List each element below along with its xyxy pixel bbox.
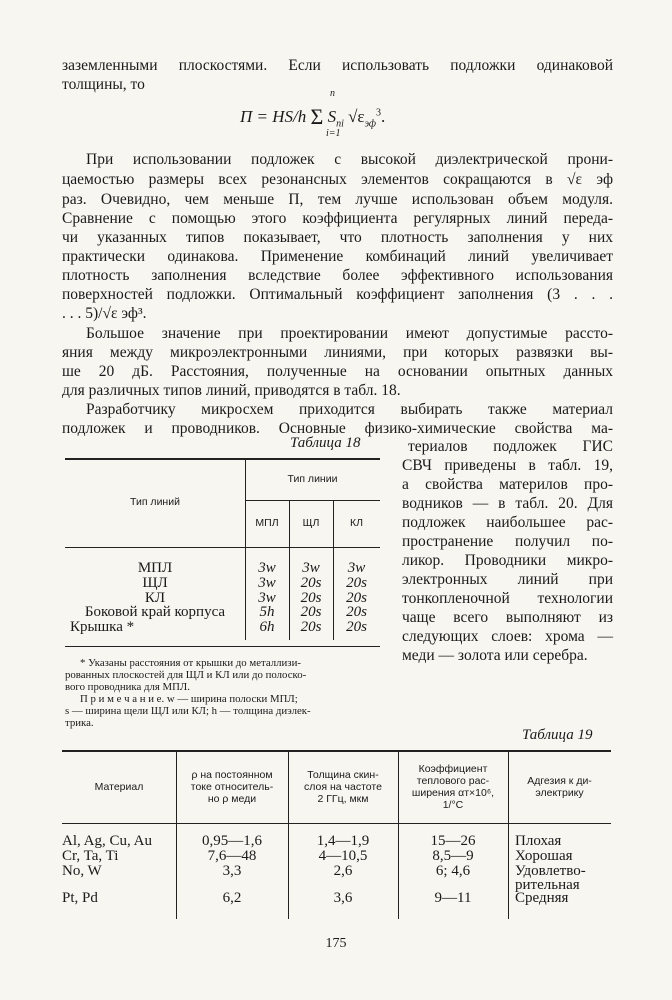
text-line: териалов подложек ГИС bbox=[408, 438, 613, 455]
text-line: поверхностей подложки. Оптимальный коэффициент заполнения (3 . . . bbox=[62, 286, 613, 303]
table-cell-material: Cr, Ta, Ti bbox=[62, 848, 119, 864]
table-cell: 0,95—1,6 bbox=[202, 833, 262, 849]
header-text: Адгезия к ди- bbox=[527, 775, 592, 787]
text-line: Большое значение при проектировании имеют допустимые рассто- bbox=[86, 325, 613, 342]
text-line: тонкопленочной технологии bbox=[402, 590, 613, 607]
table-caption: Таблица 18 bbox=[290, 435, 361, 451]
text-line: практически одинакова. Применение комбинаций линий увеличивает bbox=[62, 248, 613, 265]
table-cell: 9—11 bbox=[434, 890, 472, 906]
text-line: цаемостью размеры всех резонансных элементов сокращаются в √ε эф bbox=[62, 171, 613, 188]
table-caption: Таблица 19 bbox=[522, 727, 593, 743]
sum-lower-limit: i=1 bbox=[326, 128, 341, 139]
table-rule bbox=[65, 458, 380, 460]
footnote-line: s — ширина щели ЩЛ или КЛ; h — толщина диэлек- bbox=[65, 705, 311, 717]
table-cell-material: No, W bbox=[62, 863, 102, 879]
table-cell: 3,3 bbox=[222, 863, 242, 879]
table-cell: Удовлетво- bbox=[515, 863, 586, 879]
column-header: МПЛ bbox=[255, 517, 279, 529]
header-text: Толщина скин- bbox=[307, 769, 379, 781]
formula-dot: . bbox=[380, 107, 386, 126]
text-line: для различных типов линий, приводятся в табл. 18. bbox=[62, 382, 401, 399]
table-cell: 6; 4,6 bbox=[435, 863, 471, 879]
footnote-line: * Указаны расстояния от крышки до металлизи- bbox=[80, 657, 301, 669]
table-cell: рительная bbox=[515, 877, 580, 893]
page-number: 175 bbox=[325, 936, 347, 951]
table-row-label: МПЛ bbox=[137, 560, 173, 576]
column-header bbox=[288, 769, 398, 805]
column-header bbox=[508, 775, 611, 799]
column-header bbox=[398, 763, 508, 811]
text-line: . . . 5)/√ε эф³. bbox=[62, 305, 147, 322]
column-header: ЩЛ bbox=[302, 517, 320, 529]
text-line: заземленными плоскостями. Если использовать подложки одинаковой bbox=[62, 57, 613, 74]
sigma-symbol: Σ bbox=[310, 104, 324, 129]
column-header: КЛ bbox=[349, 517, 363, 529]
table-cell: 3w bbox=[347, 560, 366, 576]
table-cell: Хорошая bbox=[515, 848, 573, 864]
table-cell: 6,2 bbox=[222, 890, 242, 906]
table-rule bbox=[62, 750, 611, 752]
table-rule bbox=[65, 646, 380, 647]
text-line: яния между микроэлектронными линиями, при которых развязки вы- bbox=[62, 344, 613, 361]
table-cell: Плохая bbox=[515, 833, 562, 849]
table-cell: 3,6 bbox=[333, 890, 353, 906]
table-cell: 20s bbox=[300, 575, 322, 591]
footnote-line: П р и м е ч а н и е. w — ширина полоски МПЛ; bbox=[80, 693, 298, 705]
sum-upper-limit: n bbox=[330, 88, 335, 99]
column-header bbox=[176, 769, 288, 805]
text-line: раз. Очевидно, чем меньше П, тем лучше использован объем модуля. bbox=[62, 191, 613, 208]
table-cell: 3w bbox=[302, 560, 320, 576]
header-text: токе относитель- bbox=[190, 781, 274, 793]
table-row-label: Крышка * bbox=[70, 619, 135, 635]
text-line: а свойства материлов про- bbox=[402, 476, 613, 493]
footnote-line: рованных плоскостей для ЩЛ и КЛ или до полоско- bbox=[65, 669, 307, 681]
table-cell: 8,5—9 bbox=[432, 848, 474, 864]
formula-root-sup: 3 bbox=[375, 107, 381, 119]
text-line: электронных линий при bbox=[402, 571, 613, 588]
header-text: ширения αт×10⁶, bbox=[411, 787, 495, 799]
formula-root: √ε bbox=[348, 107, 365, 126]
table-row-label: Боковой край корпуса bbox=[84, 604, 226, 620]
text-line: водников — в табл. 20. Для bbox=[402, 495, 613, 512]
text-line: подложек и проводников. Основные физико-химические свойства ма- bbox=[62, 420, 613, 437]
text-line: СВЧ приведены в табл. 19, bbox=[402, 457, 613, 474]
table-cell: 1,4—1,9 bbox=[316, 833, 370, 849]
header-text: электрику bbox=[535, 787, 584, 799]
table-cell: 3w bbox=[258, 560, 276, 576]
header-text: ρ на постоянном bbox=[191, 769, 273, 781]
text-line: При использовании подложек с высокой диэлектрической прони- bbox=[86, 151, 613, 168]
text-line: чаще всего выполняют из bbox=[402, 609, 613, 626]
table-cell-material: Pt, Pd bbox=[62, 890, 98, 906]
table-row-label: ЩЛ bbox=[142, 575, 168, 591]
text-line: Разработчику микросхем приходится выбирать также материал bbox=[86, 401, 613, 418]
table-cell-material: Al, Ag, Cu, Au bbox=[62, 833, 153, 849]
table-cell: 4—10,5 bbox=[318, 848, 368, 864]
table-cell: 7,6—48 bbox=[207, 848, 257, 864]
table-rule bbox=[245, 500, 380, 501]
footnote-line: вого проводника для МПЛ. bbox=[65, 681, 190, 693]
table-cell: 20s bbox=[346, 590, 367, 606]
text-line: следующих слоев: хрома — bbox=[402, 628, 613, 645]
header-text: Коэффициент bbox=[418, 763, 488, 775]
header-text: слоя на частоте bbox=[304, 781, 382, 793]
text-line: чи указанных типов показывает, что плотность заполнения у них bbox=[62, 229, 613, 246]
formula-lhs: П = HS/h bbox=[240, 107, 307, 126]
table-cell: 20s bbox=[300, 590, 322, 606]
formula-term-sub: ni bbox=[336, 118, 344, 130]
table-rule bbox=[62, 823, 611, 824]
column-group-header: Тип линии bbox=[287, 473, 338, 485]
table-cell: 3w bbox=[258, 575, 276, 591]
table-cell: 20s bbox=[300, 604, 322, 620]
footnote-line: трика. bbox=[65, 717, 94, 729]
text-line: меди — золота или серебра. bbox=[402, 647, 588, 664]
formula-term: S bbox=[327, 107, 337, 126]
table-cell: 20s bbox=[346, 575, 367, 591]
text-line: толщины, то bbox=[62, 76, 145, 93]
table-cell: 15—26 bbox=[430, 833, 476, 849]
text-line: пространение получил по- bbox=[402, 533, 613, 550]
text-line: плотность заполнения вследствие более эффективного использования bbox=[62, 267, 613, 284]
table-cell: 3w bbox=[258, 590, 276, 606]
table-cell: 5h bbox=[259, 604, 275, 620]
header-text: но ρ меди bbox=[207, 793, 257, 805]
table-row-label: КЛ bbox=[144, 590, 166, 606]
header-text: 2 ГГц, мкм bbox=[317, 793, 369, 805]
column-header bbox=[62, 781, 176, 793]
table-cell: Средняя bbox=[515, 890, 569, 906]
column-header: Тип линий bbox=[130, 496, 180, 508]
text-line: подложек наибольшее рас- bbox=[402, 514, 613, 531]
text-line: ше 20 дБ. Расстояния, полученные на основании опытных данных bbox=[62, 363, 613, 380]
text-line: ликор. Проводники микро- bbox=[402, 552, 613, 569]
text-line: Сравнение с помощью этого коэффициента регулярных линий переда- bbox=[62, 210, 613, 227]
header-text: Материал bbox=[94, 781, 144, 793]
table-cell: 20s bbox=[346, 604, 367, 620]
table-cell: 6h bbox=[259, 619, 275, 635]
table-cell: 20s bbox=[346, 619, 367, 635]
table-cell: 20s bbox=[300, 619, 322, 635]
header-text: теплового рас- bbox=[416, 775, 490, 787]
formula-root-sub: эф bbox=[364, 118, 376, 130]
header-text: 1/°C bbox=[442, 799, 464, 811]
table-cell: 2,6 bbox=[333, 863, 353, 879]
